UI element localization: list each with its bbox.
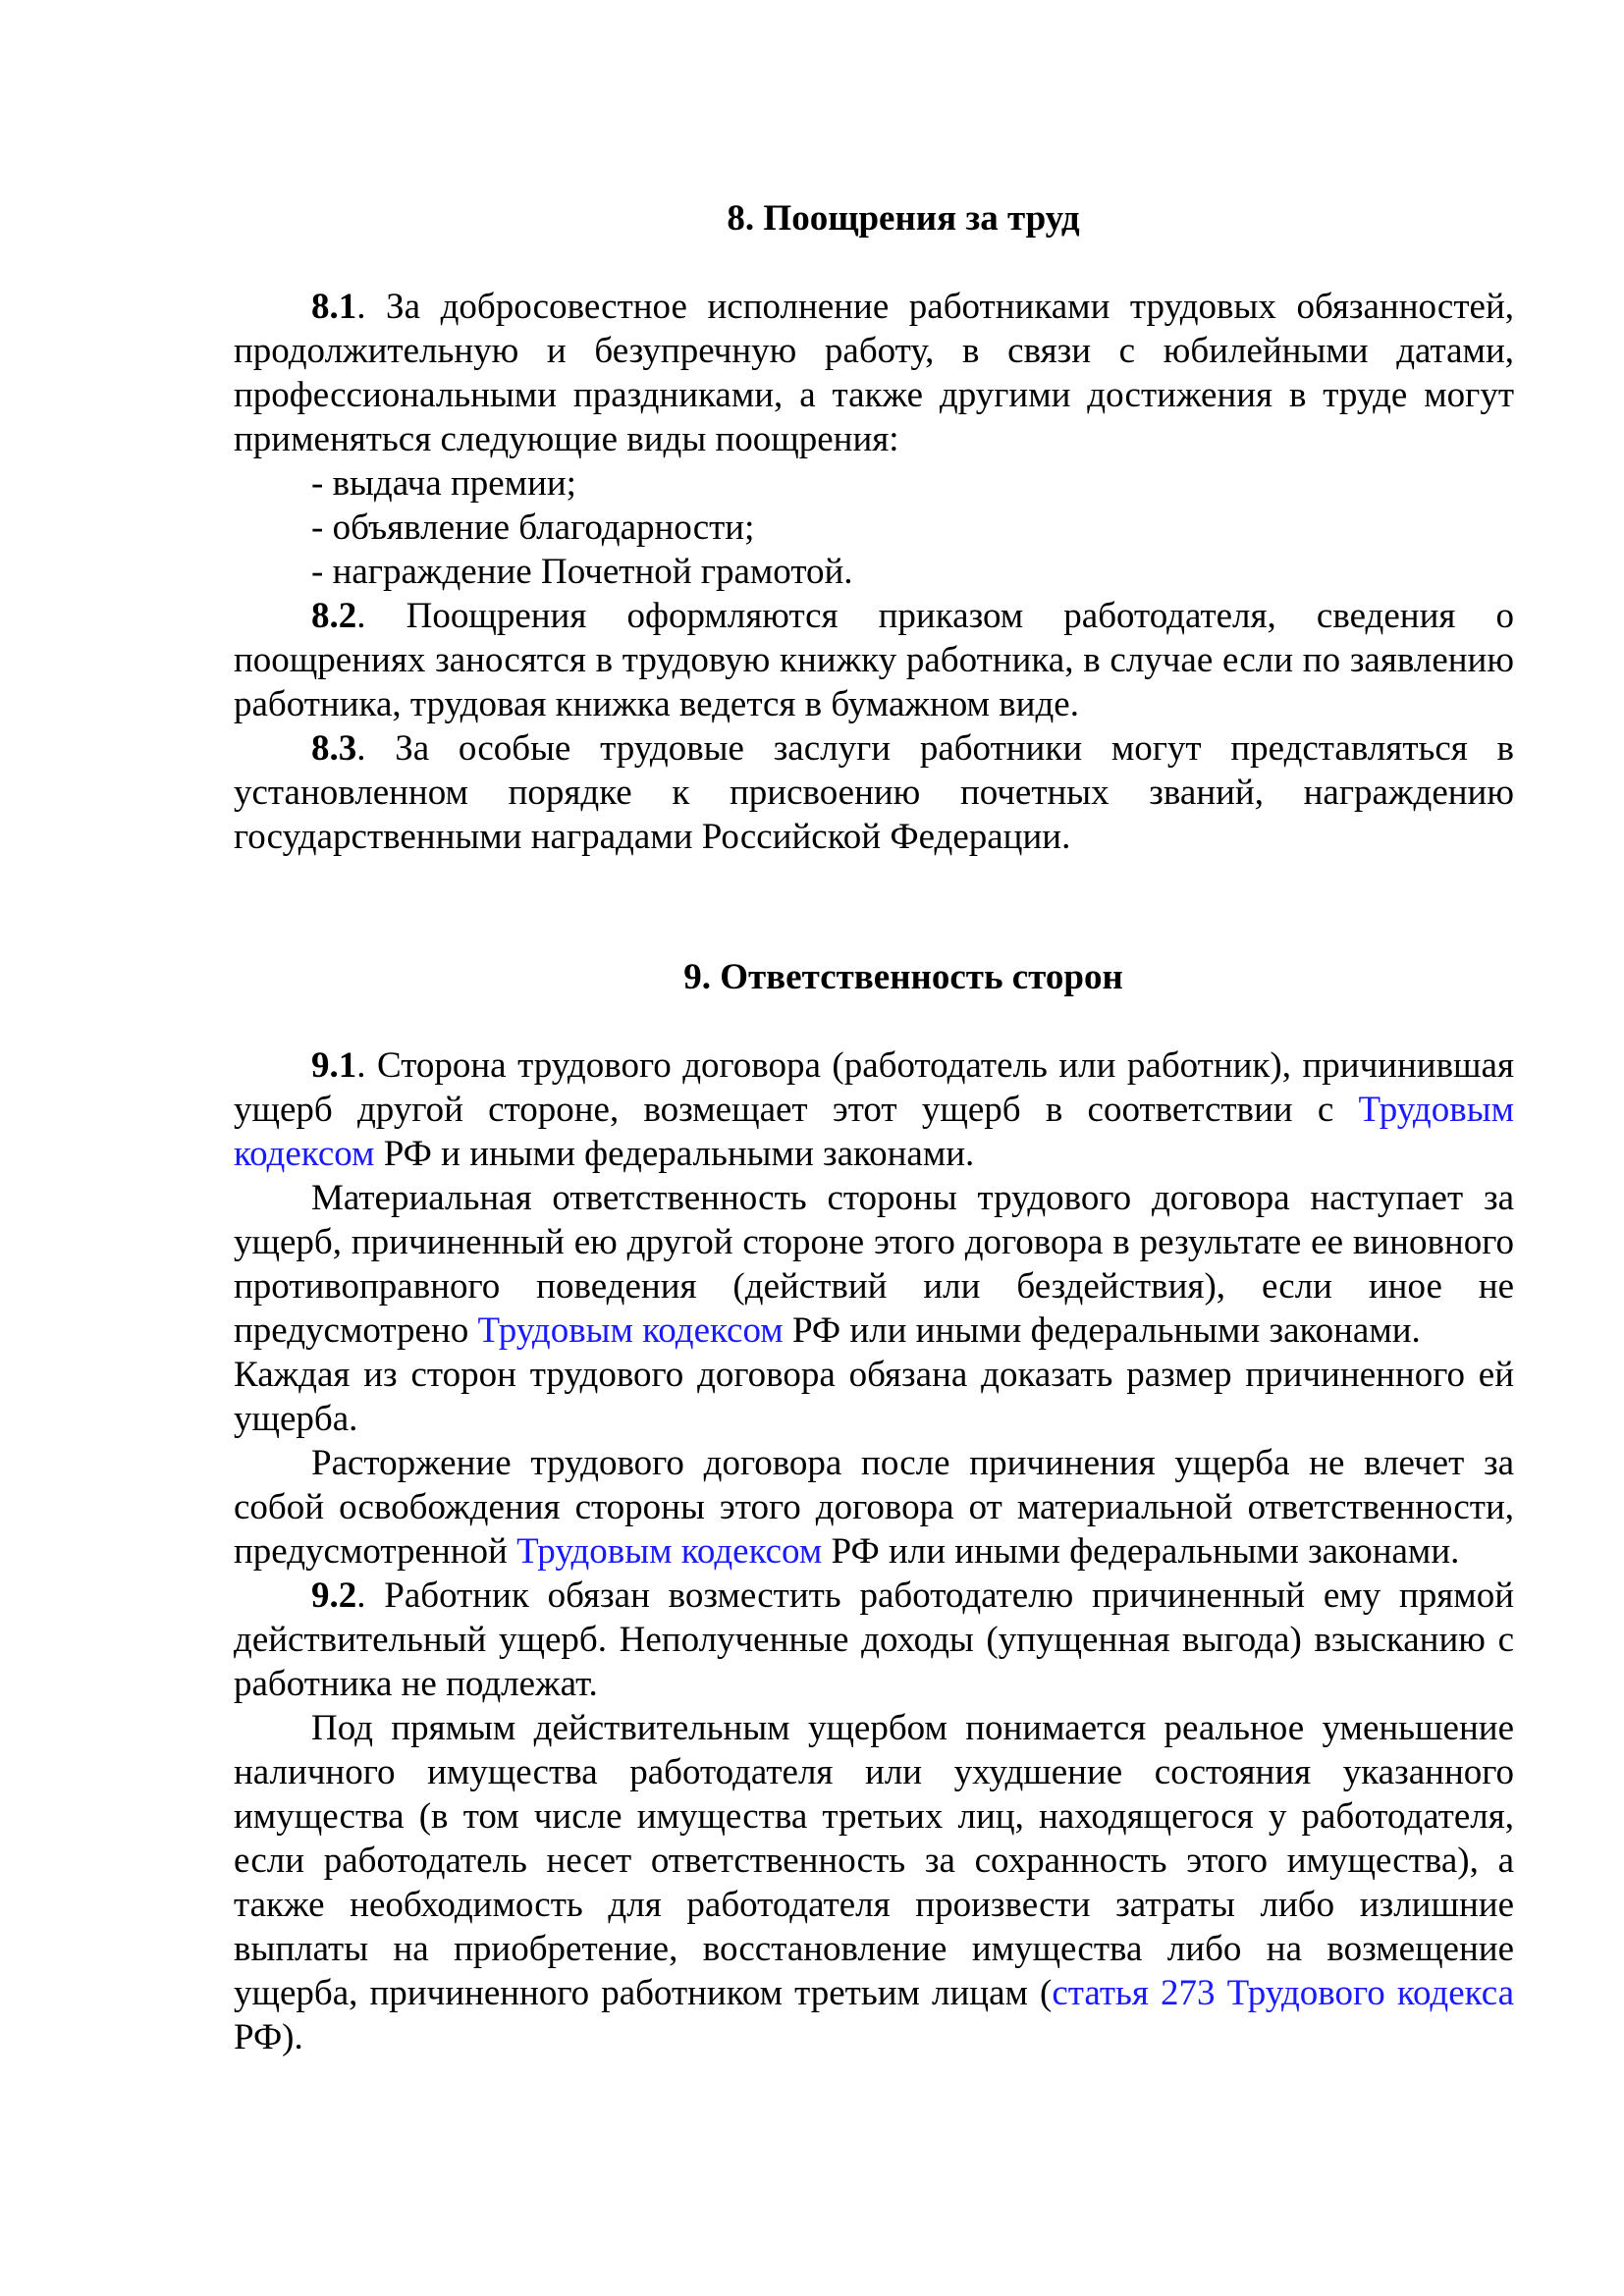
paragraph-text-after: РФ или иными федеральными законами. — [783, 1310, 1421, 1351]
paragraph-8-2-text: . Поощрения оформляются приказом работодателя, сведения о поощрениях заносятся в трудовую книжку работника, в случае если по заявлению работника, трудовая книжка ведется в бумажном виде. — [234, 596, 1514, 724]
paragraph-8-1-text: . За добросовестное исполнение работниками трудовых обязанностей, продолжительную и безупречную работу, в связи с юбилейными датами, профессиональными праздниками, а также другими достижения в труде могут применяться следующие виды поощрения: — [234, 287, 1514, 459]
paragraph-8-3 — [234, 726, 1514, 859]
labor-code-link[interactable]: Трудовым кодексом — [516, 1531, 823, 1572]
paragraph-8-2 — [234, 594, 1514, 726]
paragraph-direct-damage — [234, 1706, 1514, 2059]
labor-code-link[interactable]: Трудовым кодексом — [234, 1090, 1514, 1174]
clause-number-8-2: 8.2 — [311, 596, 357, 636]
paragraph-text-before: Расторжение трудового договора после причинения ущерба не влечет за собой освобождения стороны этого договора от материальной ответственности, предусмотренной — [234, 1443, 1514, 1572]
paragraph-burden-of-proof: Каждая из сторон трудового договора обязана доказать размер причиненного ей ущерба. — [234, 1355, 1514, 1439]
clause-number-8-3: 8.3 — [311, 728, 357, 769]
list-item: - выдача премии; — [311, 463, 576, 504]
paragraph-9-1 — [234, 1043, 1514, 1176]
clause-number-9-1: 9.1 — [311, 1045, 357, 1086]
paragraph-text-before: Под прямым действительным ущербом понимается реальное уменьшение наличного имущества работодателя или ухудшение состояния указанного имущества (в том числе имущества третьих лиц, находящегося у работодателя, если работодатель несет ответственность за сохранность этого имущества), а также необходимость для работодателя произвести затраты либо излишние выплаты на приобретение, восстановление имущества либо на возмещение ущерба, причиненного работником третьим лицам ( — [234, 1708, 1514, 2013]
paragraph-text-before: Материальная ответственность стороны трудового договора наступает за ущерб, причиненный ею другой стороне этого договора в результате ее виновного противоправного поведения (действий или бездействия), если иное не предусмотрено — [234, 1178, 1514, 1351]
clause-number-9-2: 9.2 — [311, 1575, 357, 1616]
paragraph-text-after: РФ). — [234, 2017, 303, 2057]
paragraph-9-2 — [234, 1574, 1514, 1706]
section-9-title: 9. Ответственность сторон — [683, 957, 1123, 997]
paragraph-material-liability — [234, 1176, 1514, 1353]
document-body — [234, 196, 1514, 2059]
section-8-title: 8. Поощрения за труд — [727, 198, 1080, 239]
paragraph-text-after: РФ или иными федеральными законами. — [822, 1531, 1460, 1572]
paragraph-9-2-text: . Работник обязан возместить работодателю причиненный ему прямой действительный ущерб. Неполученные доходы (упущенная выгода) взысканию с работника не подлежат. — [234, 1575, 1514, 1704]
list-item: - награждение Почетной грамотой. — [311, 552, 853, 592]
paragraph-8-3-text: . За особые трудовые заслуги работники могут представляться в установленном порядке к присвоению почетных званий, награждению государственными наградами Российской Федерации. — [234, 728, 1514, 857]
article-273-link[interactable]: статья 273 Трудового кодекса — [1052, 1973, 1514, 2013]
paragraph-termination — [234, 1441, 1514, 1574]
paragraph-8-1 — [234, 285, 1514, 461]
clause-number-8-1: 8.1 — [311, 287, 357, 327]
list-item: - объявление благодарности; — [311, 507, 755, 548]
labor-code-link[interactable]: Трудовым кодексом — [477, 1310, 784, 1351]
paragraph-9-1-text-before: . Сторона трудового договора (работодатель или работник), причинившая ущерб другой стороне, возмещает этот ущерб в соответствии с — [234, 1045, 1514, 1130]
paragraph-9-1-text-after: РФ и иными федеральными законами. — [374, 1134, 975, 1174]
